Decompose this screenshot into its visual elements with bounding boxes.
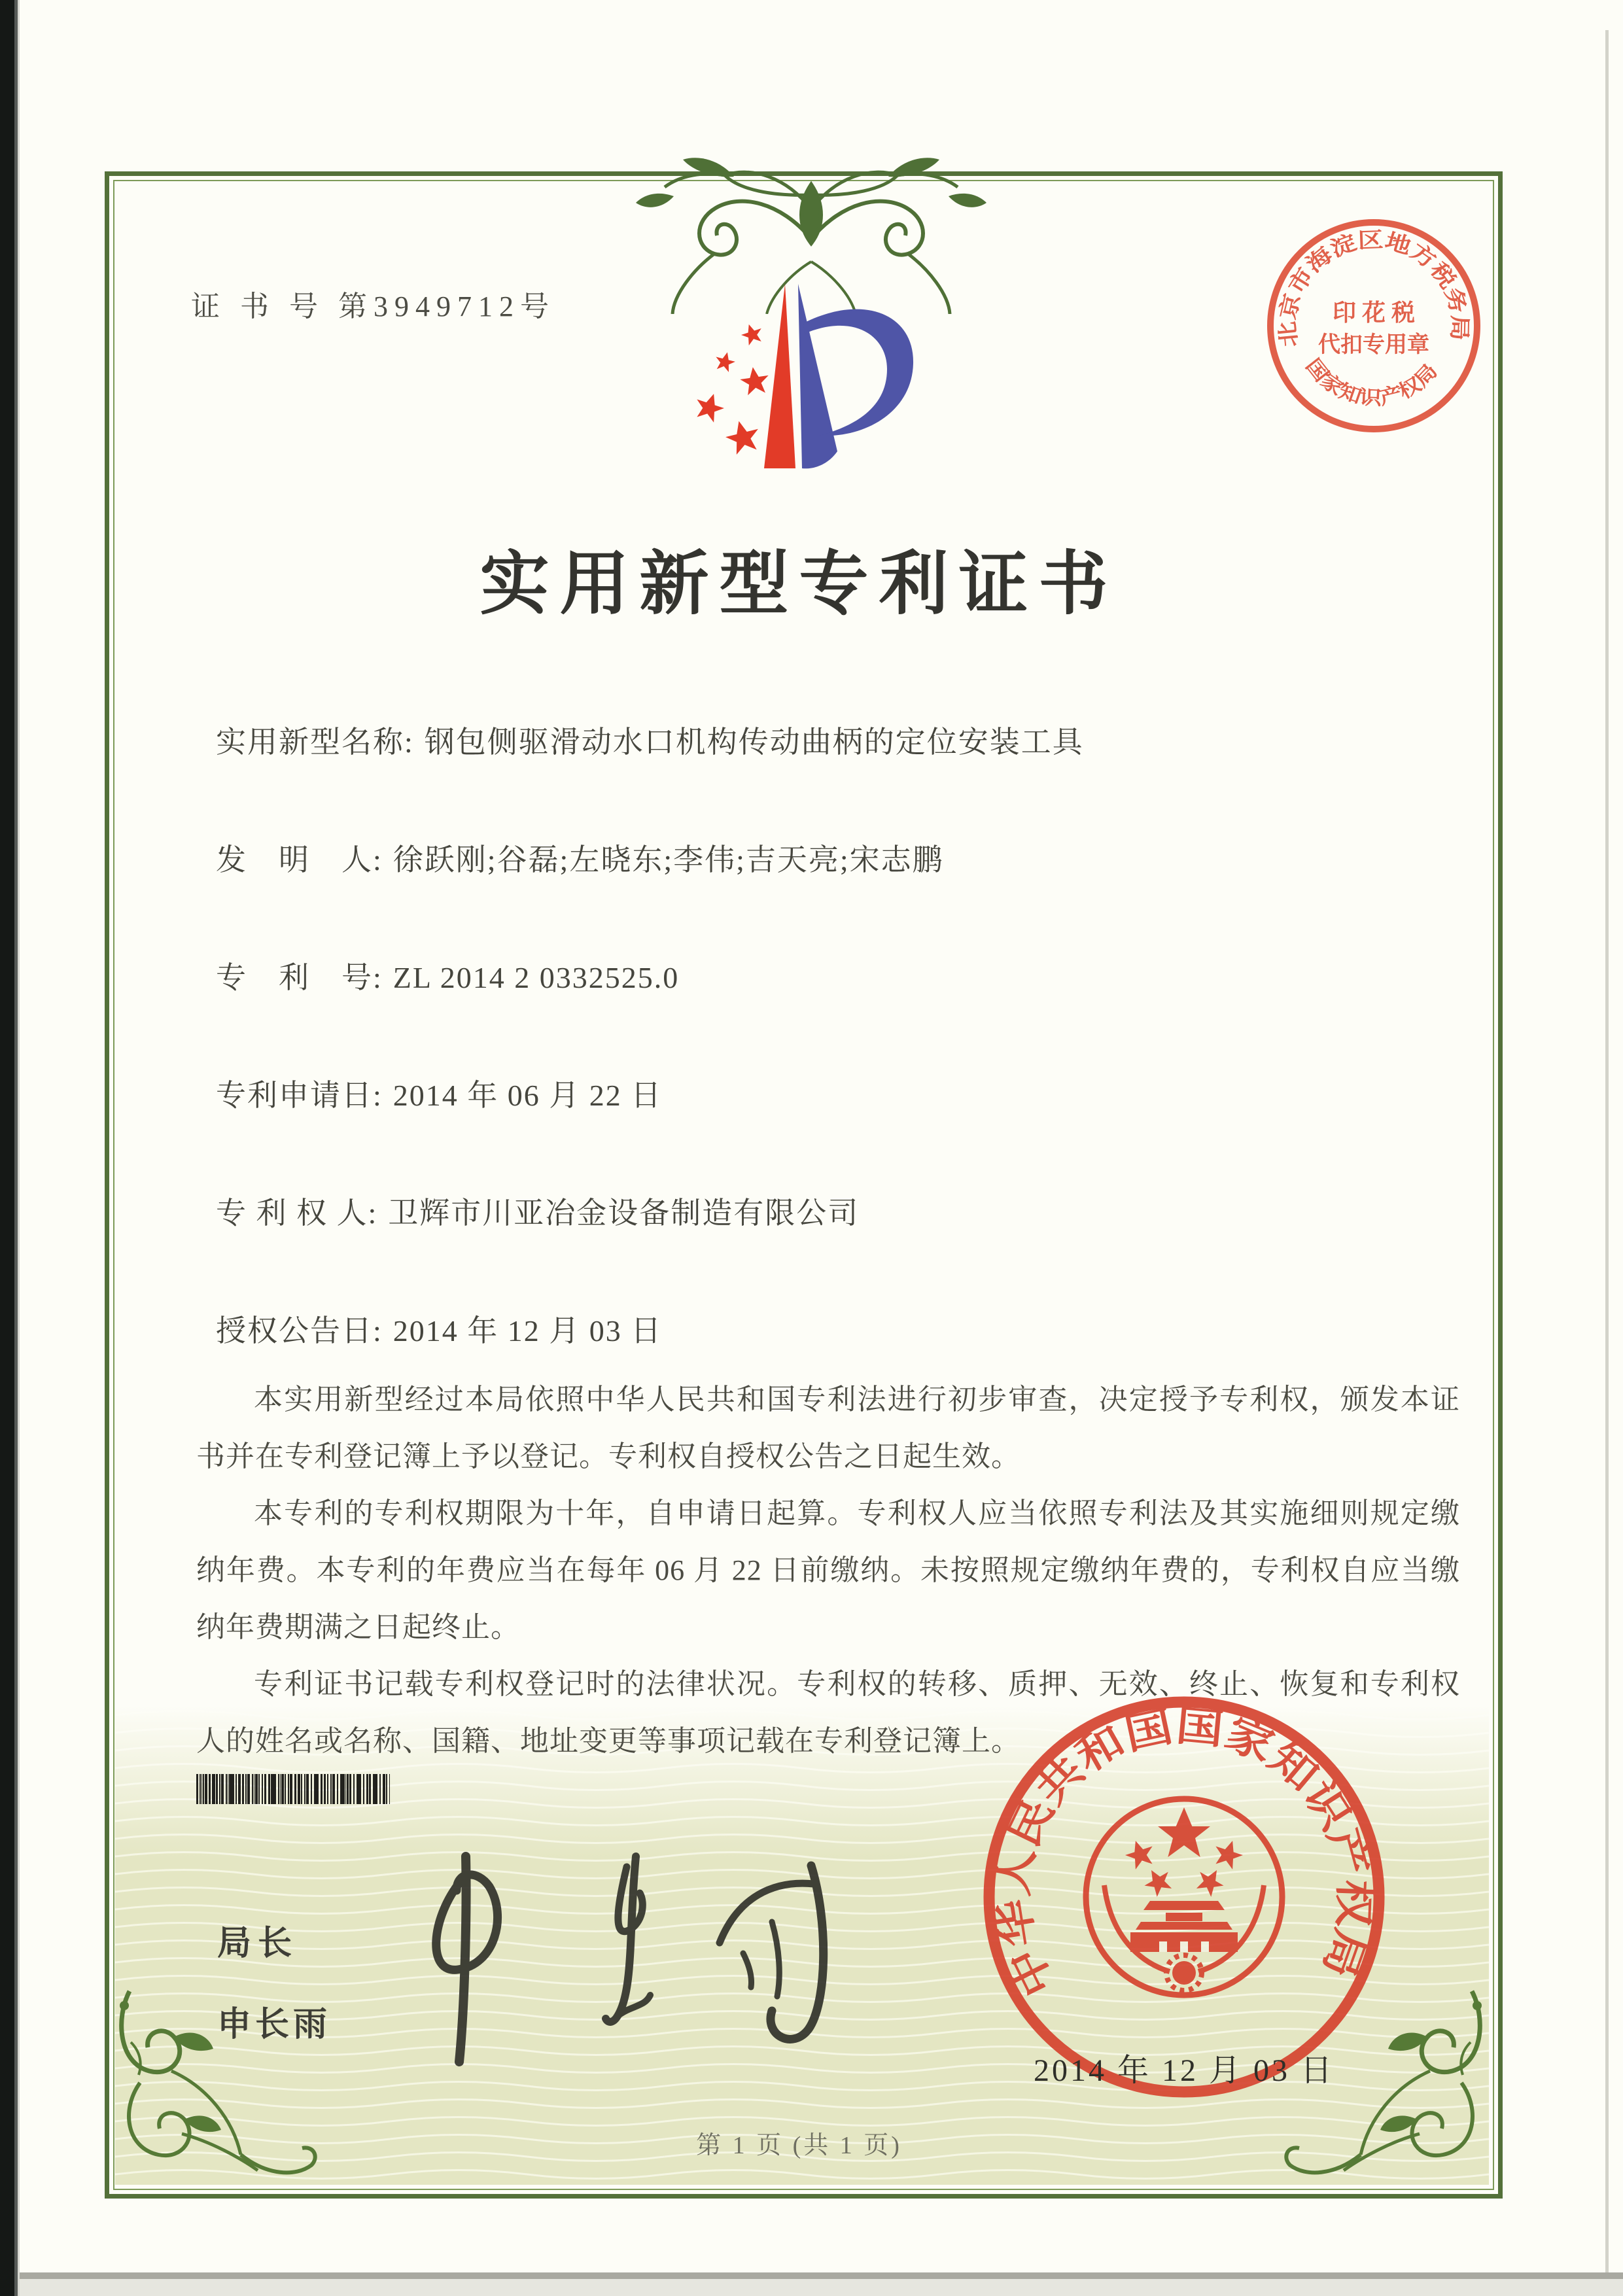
certificate-title: 实用新型专利证书 [480,546,1119,623]
tax-withholding-stamp [1256,208,1492,444]
page-number: 第 1 页 (共 1 页) [696,2132,902,2159]
scan-edge-left [0,0,20,2296]
commissioner-name: 申长雨 [217,2006,332,2044]
field-list [216,718,1472,1425]
certificate-number: 证 书 号 第3949712号 [191,290,555,322]
field-filing-date [216,1071,1472,1112]
stamp-center-line1: 印 花 税 [1332,300,1416,326]
field-value: 2014 年 12 月 03 日 [393,1314,663,1348]
scan-edge-bottom [20,2272,1623,2296]
svg-text:国家知识产权局 [1301,355,1441,409]
legal-paragraph-3: 专利证书记载专利权登记时的法律状况。专利权的转移、质押、无效、终止、恢复和专利权人的姓名或名称、国籍、地址变更等事项记载在专利登记簿上。 [196,1668,1460,1757]
commissioner-signature [353,1818,850,2093]
national-emblem-seal [975,1688,1393,2106]
field-patentee [216,1189,1472,1230]
svg-text:中华人民共和国国家知识产权局 [990,1702,1378,2003]
field-label: 专 利 权 人: [216,1196,378,1230]
field-label: 专 利 号: [216,961,383,994]
seal-ring-text: 中华人民共和国国家知识产权局 [989,1702,1378,2004]
legal-paragraph-1: 本实用新型经过本局依照中华人民共和国专利法进行初步审查，决定授予专利权，颁发本证书并在专利登记簿上予以登记。专利权自授权公告之日起生效。 [196,1383,1460,1472]
commissioner-title: 局长 [217,1924,299,1962]
stamp-bottom-text: 国家知识产权局 [1301,355,1440,409]
scan-edge-right [1605,30,1609,2272]
field-patent-number [216,954,1472,994]
field-label: 发 明 人: [216,843,383,877]
field-value: 卫辉市川亚冶金设备制造有限公司 [388,1196,860,1230]
legal-paragraph-2: 本专利的专利权期限为十年，自申请日起算。专利权人应当依照专利法及其实施细则规定缴纳年费。本专利的年费应当在每年 06 月 22 日前缴纳。未按照规定缴纳年费的，专利权自应当缴纳年费期满之日起终止。 [196,1497,1460,1643]
barcode [196,1774,390,1804]
field-value: 2014 年 06 月 22 日 [393,1079,663,1112]
field-value: 徐跃刚;谷磊;左晓东;李伟;吉天亮;宋志鹏 [393,843,944,877]
field-label: 实用新型名称: [216,725,414,759]
field-grant-date [216,1307,1472,1348]
field-utility-model-name [216,718,1472,759]
stamp-center-line2: 代扣专用章 [1318,333,1429,357]
field-label: 专利申请日: [216,1079,383,1112]
field-label: 授权公告日: [216,1314,383,1348]
field-value: 钢包侧驱滑动水口机构传动曲柄的定位安装工具 [424,725,1084,759]
stamp-top-text: 北京市海淀区地方税务局 [1276,228,1471,348]
seal-date: 2014 年 12 月 03 日 [1033,2053,1335,2088]
field-inventors [216,836,1472,877]
patent-office-logo-icon [674,273,935,496]
field-value: ZL 2014 2 0332525.0 [393,961,680,994]
